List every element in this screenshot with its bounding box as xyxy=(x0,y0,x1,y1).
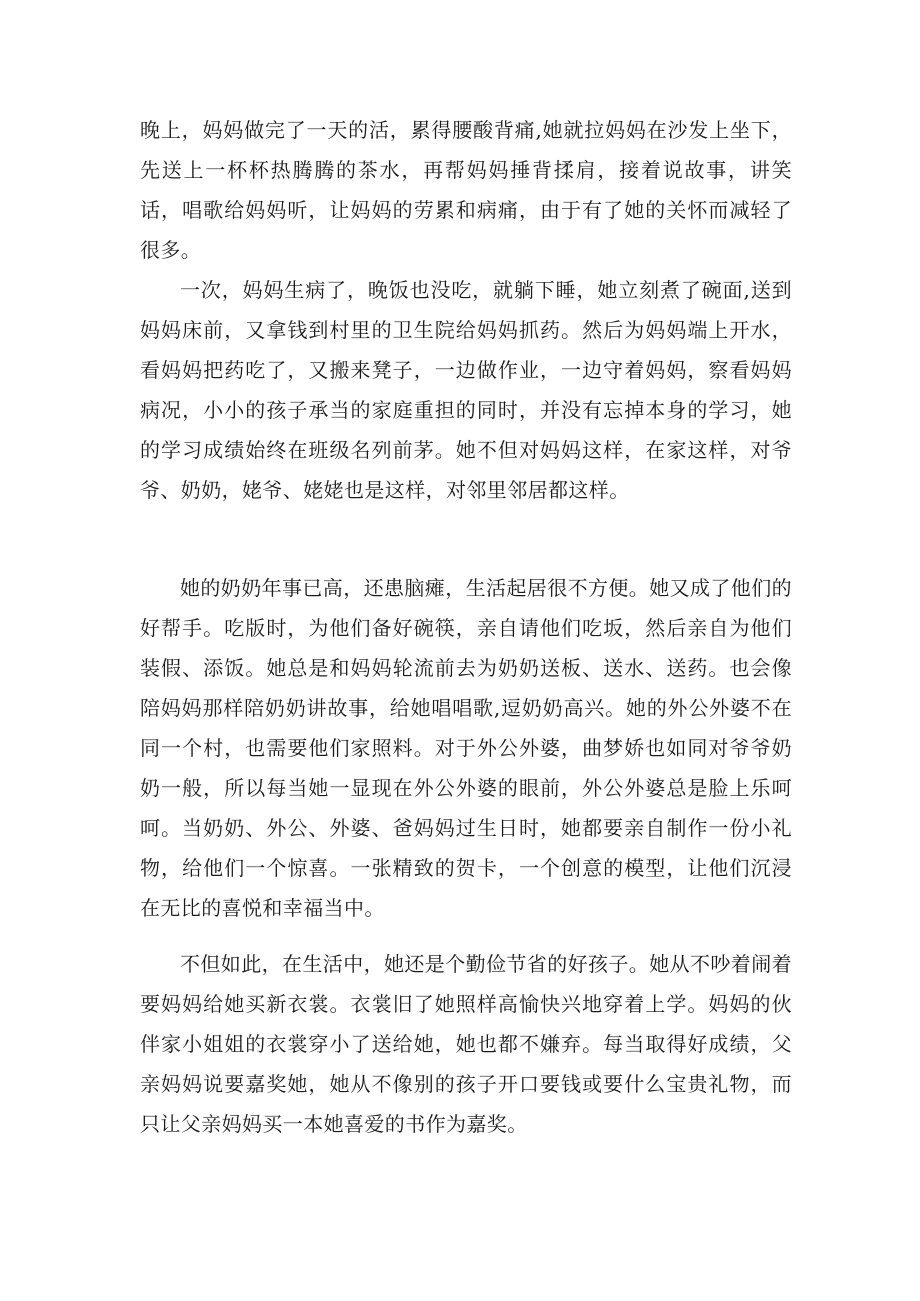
paragraph-evening-care: 晚上，妈妈做完了一天的活，累得腰酸背痛,她就拉妈妈在沙发上坐下，先送上一杯杯热腾腾的茶水，再帮妈妈捶背揉肩，接着说故事，讲笑话，唱歌给妈妈听，让妈妈的劳累和病痛，由于有了她的关怀而减轻了很多。 xyxy=(140,118,792,262)
paragraph-frugal: 不但如此，在生活中，她还是个勤俭节省的好孩子。她从不吵着闹着要妈妈给她买新衣裳。衣裳旧了她照样高愉快兴地穿着上学。妈妈的伙伴家小姐姐的衣裳穿小了送给她，她也都不嫌弃。每当取得好成绩，父亲妈妈说要嘉奖她，她从不像别的孩子开口要钱或要什么宝贵礼物，而只让父亲妈妈买一本她喜爱的书作为嘉奖。 xyxy=(140,952,792,1136)
paragraph-grandparents: 她的奶奶年事已高，还患脑瘫，生活起居很不方便。她又成了他们的好帮手。吃版时，为他们备好碗筷，亲自请他们吃坂，然后亲自为他们装假、添饭。她总是和妈妈轮流前去为奶奶送板、送水、送药。也会像陪妈妈那样陪奶奶讲故事，给她唱唱歌,逗奶奶高兴。她的外公外婆不在同一个村，也需要他们家照料。对于外公外婆，曲梦娇也如同对爷爷奶奶一般，所以每当她一显现在外公外婆的眼前，外公外婆总是脸上乐呵呵。当奶奶、外公、外婆、爸妈妈过生日时，她都要亲自制作一份小礼物，给他们一个惊喜。一张精致的贺卡，一个创意的模型，让他们沉浸在无比的喜悦和幸福当中。 xyxy=(140,576,792,920)
paragraph-mother-sick: 一次，妈妈生病了，晚饭也没吃，就躺下睡，她立刻煮了碗面,送到妈妈床前，又拿钱到村里的卫生院给妈妈抓药。然后为妈妈端上开水，看妈妈把药吃了，又搬来凳子，一边做作业，一边守着妈妈，察看妈妈病况，小小的孩子承当的家庭重担的同时，并没有忘掉本身的学习，她的学习成绩始终在班级名列前茅。她不但对妈妈这样，在家这样，对爷爷、奶奶，姥爷、姥姥也是这样，对邻里邻居都这样。 xyxy=(140,278,792,502)
